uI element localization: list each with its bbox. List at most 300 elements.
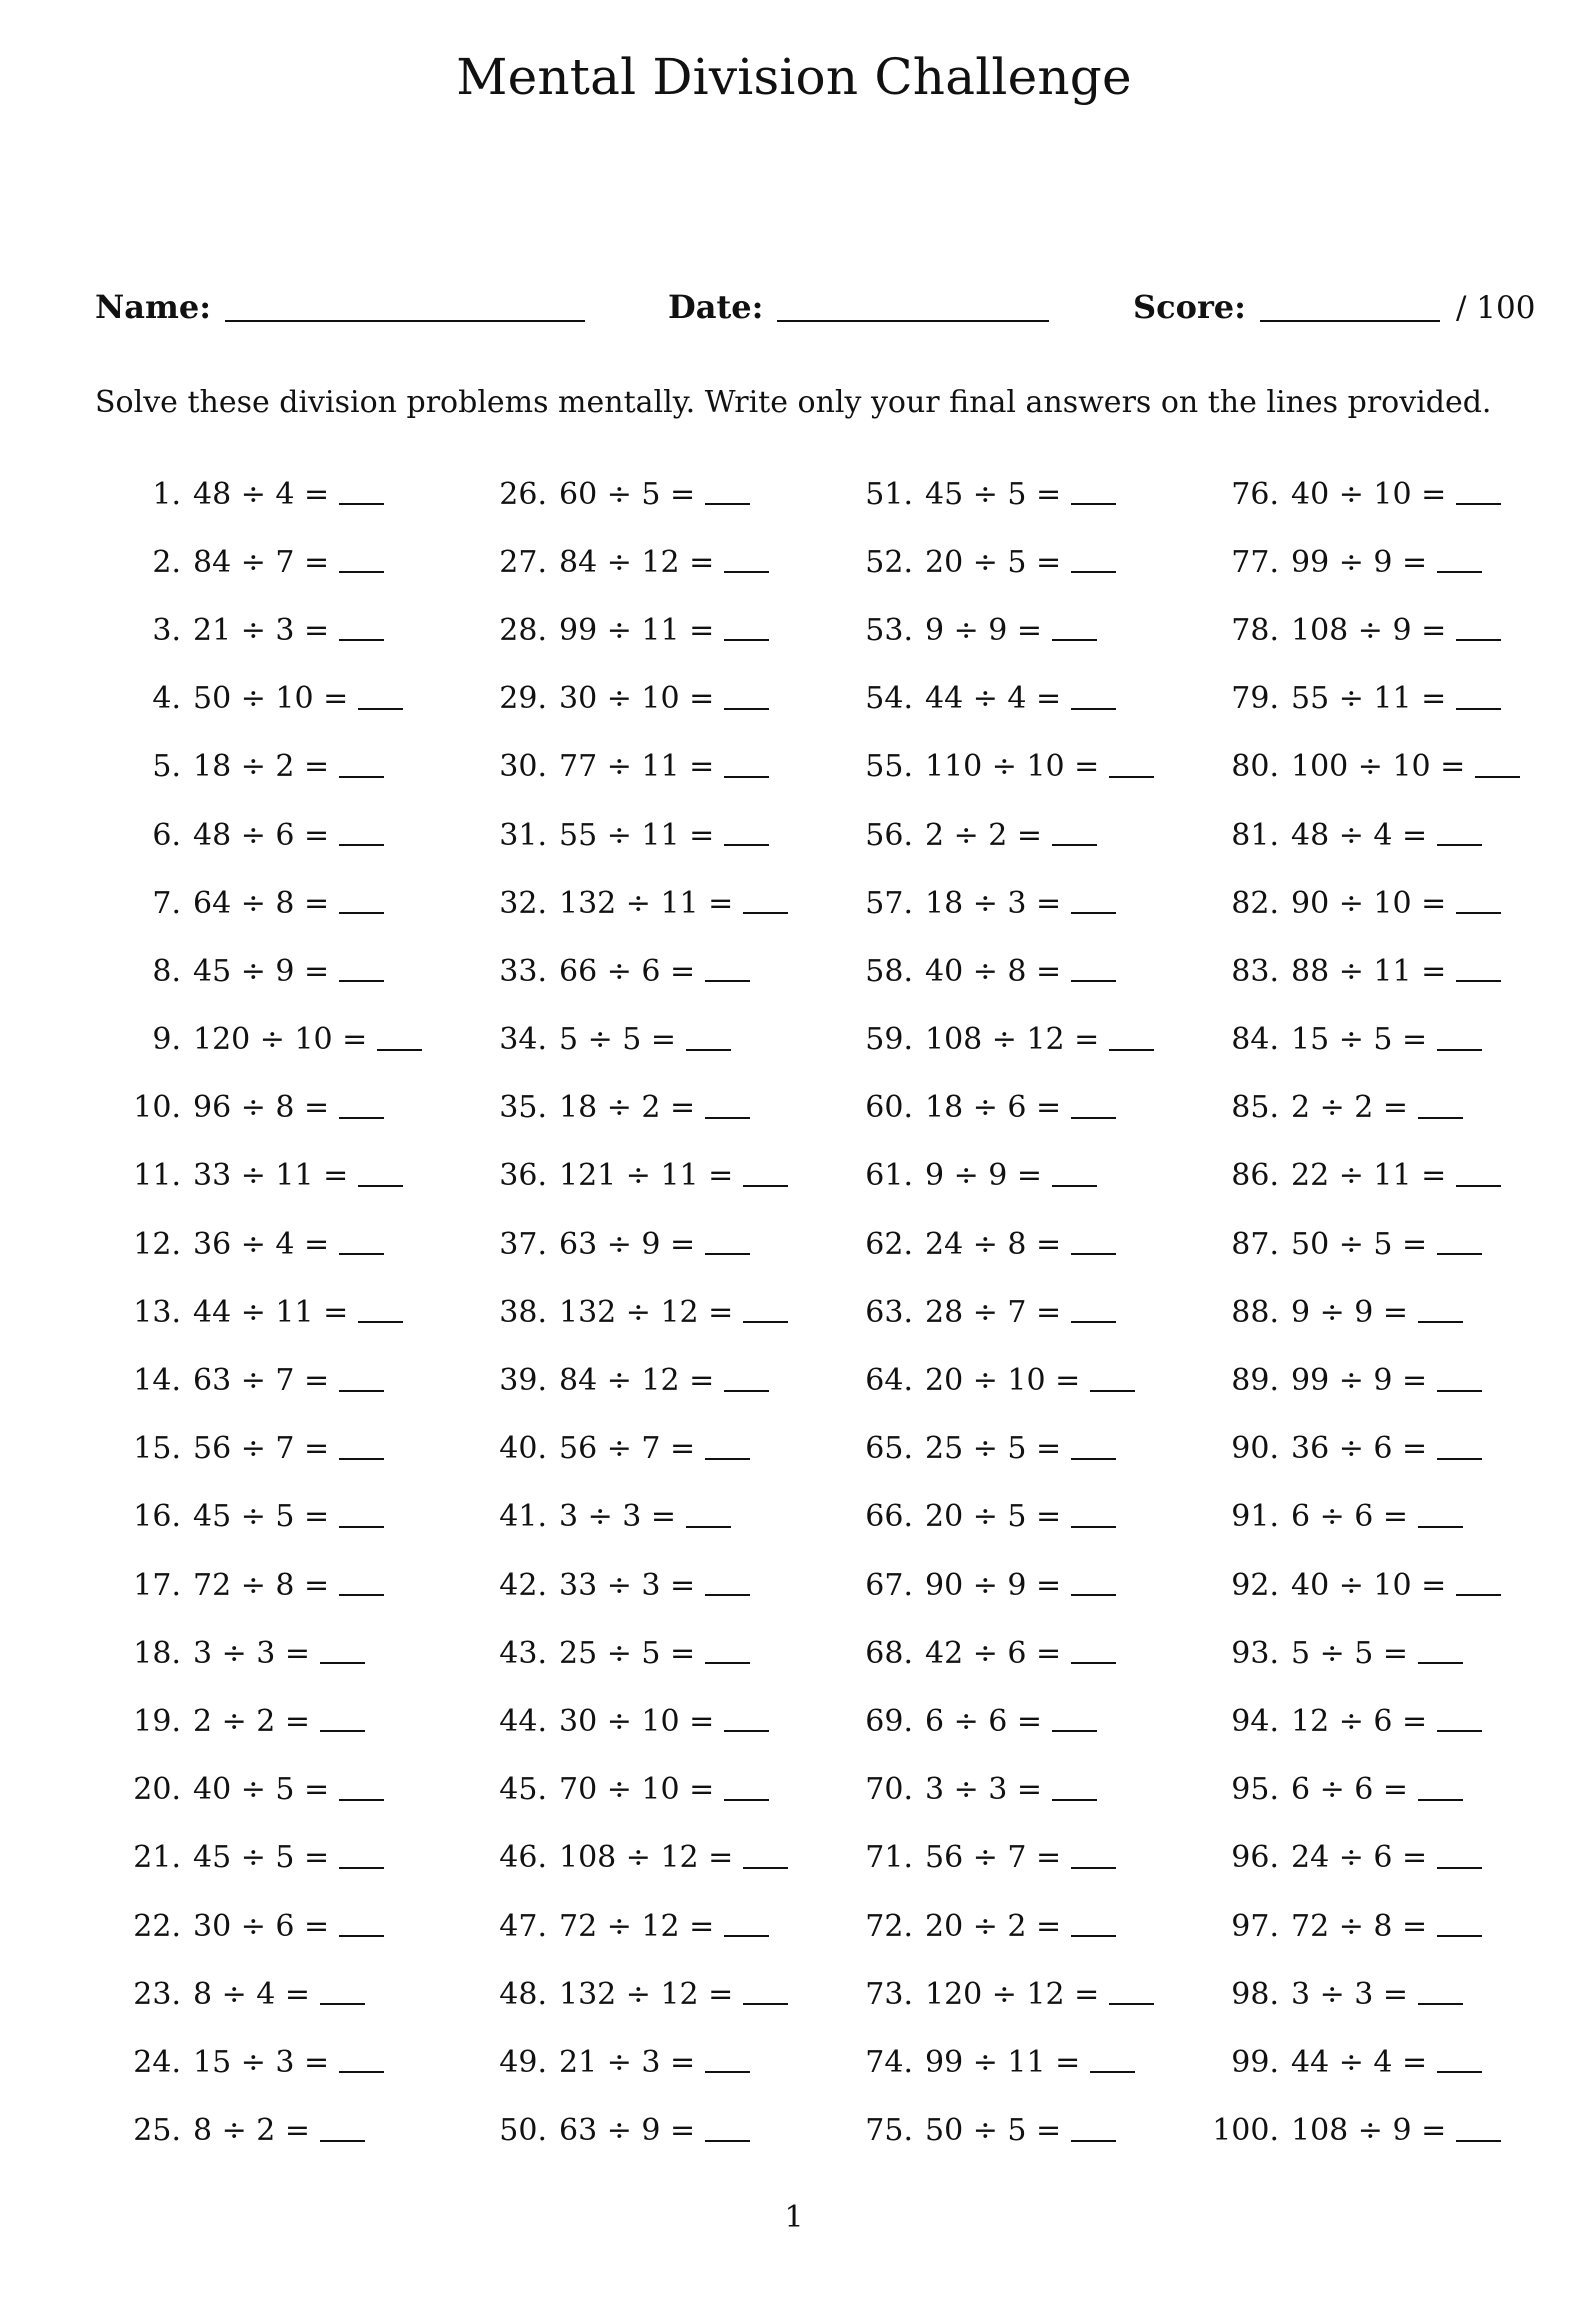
answer-blank[interactable] <box>1418 1662 1463 1664</box>
problem-number: 57. <box>865 885 913 921</box>
problem-expression: 99 ÷ 9 = <box>1291 1363 1428 1399</box>
problem-number: 54. <box>865 681 913 717</box>
problem-item <box>461 1415 827 1483</box>
problem-item <box>95 733 461 801</box>
answer-blank[interactable] <box>1052 1185 1097 1187</box>
problem-expression: 108 ÷ 9 = <box>1291 2113 1447 2149</box>
answer-blank[interactable] <box>705 1458 750 1460</box>
problem-expression: 56 ÷ 7 = <box>193 1431 330 1467</box>
problem-expression: 48 ÷ 6 = <box>193 817 330 853</box>
answer-blank[interactable] <box>1418 1526 1463 1528</box>
answer-blank[interactable] <box>743 1185 788 1187</box>
problem-number: 82. <box>1231 885 1279 921</box>
answer-blank[interactable] <box>339 980 384 982</box>
problem-item <box>827 1756 1193 1824</box>
problem-number: 6. <box>152 817 181 853</box>
problem-item <box>827 801 1193 869</box>
answer-blank[interactable] <box>1090 2071 1135 2073</box>
problem-expression: 25 ÷ 5 = <box>925 1431 1062 1467</box>
answer-blank[interactable] <box>1071 1458 1116 1460</box>
problem-expression: 108 ÷ 9 = <box>1291 612 1447 648</box>
problem-expression: 48 ÷ 4 = <box>193 476 330 512</box>
answer-blank[interactable] <box>1418 1117 1463 1119</box>
score-blank[interactable] <box>1260 320 1440 322</box>
problem-item <box>1193 1551 1559 1619</box>
score-field <box>1133 288 1535 326</box>
problem-item <box>827 2028 1193 2096</box>
answer-blank[interactable] <box>358 708 403 710</box>
problem-number: 98. <box>1231 1976 1279 2012</box>
answer-blank[interactable] <box>1456 1594 1501 1596</box>
problem-item <box>461 460 827 528</box>
problem-number: 46. <box>499 1840 547 1876</box>
problem-number: 12. <box>133 1226 181 1262</box>
answer-blank[interactable] <box>1071 503 1116 505</box>
answer-blank[interactable] <box>339 1390 384 1392</box>
problem-number: 71. <box>865 1840 913 1876</box>
problem-number: 26. <box>499 476 547 512</box>
problem-number: 49. <box>499 2044 547 2080</box>
answer-blank[interactable] <box>743 1321 788 1323</box>
problem-expression: 33 ÷ 11 = <box>193 1158 349 1194</box>
problem-number: 38. <box>499 1294 547 1330</box>
problem-expression: 3 ÷ 3 = <box>1291 1976 1409 2012</box>
problem-item <box>95 1687 461 1755</box>
problem-expression: 120 ÷ 10 = <box>193 1022 368 1058</box>
answer-blank[interactable] <box>1456 912 1501 914</box>
problem-expression: 25 ÷ 5 = <box>559 1635 696 1671</box>
answer-blank[interactable] <box>743 2003 788 2005</box>
problem-expression: 2 ÷ 2 = <box>925 817 1043 853</box>
answer-blank[interactable] <box>724 1730 769 1732</box>
problem-expression: 44 ÷ 4 = <box>925 681 1062 717</box>
problem-expression: 63 ÷ 9 = <box>559 1226 696 1262</box>
problem-expression: 3 ÷ 3 = <box>193 1635 311 1671</box>
answer-blank[interactable] <box>1456 708 1501 710</box>
problem-expression: 96 ÷ 8 = <box>193 1090 330 1126</box>
answer-blank[interactable] <box>1456 980 1501 982</box>
problem-expression: 9 ÷ 9 = <box>925 612 1043 648</box>
problem-item <box>95 1346 461 1414</box>
answer-blank[interactable] <box>1052 1730 1097 1732</box>
problem-number: 74. <box>865 2044 913 2080</box>
answer-blank[interactable] <box>339 1935 384 1937</box>
problem-expression: 3 ÷ 3 = <box>925 1772 1043 1808</box>
problem-expression: 50 ÷ 5 = <box>1291 1226 1428 1262</box>
answer-blank[interactable] <box>705 1594 750 1596</box>
problem-item <box>95 1483 461 1551</box>
problem-expression: 132 ÷ 11 = <box>559 885 734 921</box>
problem-item <box>461 1756 827 1824</box>
answer-blank[interactable] <box>339 1117 384 1119</box>
problem-number: 68. <box>865 1635 913 1671</box>
problem-expression: 21 ÷ 3 = <box>559 2044 696 2080</box>
problem-item <box>827 460 1193 528</box>
problem-number: 50. <box>499 2113 547 2149</box>
answer-blank[interactable] <box>724 1799 769 1801</box>
problem-expression: 40 ÷ 8 = <box>925 953 1062 989</box>
problem-item <box>827 1415 1193 1483</box>
problem-expression: 110 ÷ 10 = <box>925 749 1100 785</box>
problem-item <box>1193 1415 1559 1483</box>
answer-blank[interactable] <box>358 1185 403 1187</box>
answer-blank[interactable] <box>1071 912 1116 914</box>
answer-blank[interactable] <box>1071 1594 1116 1596</box>
problem-item <box>1193 1892 1559 1960</box>
answer-blank[interactable] <box>320 2003 365 2005</box>
problem-item <box>1193 1142 1559 1210</box>
problem-expression: 8 ÷ 2 = <box>193 2113 311 2149</box>
problem-expression: 12 ÷ 6 = <box>1291 1703 1428 1739</box>
problem-item <box>95 1824 461 1892</box>
problem-number: 64. <box>865 1363 913 1399</box>
answer-blank[interactable] <box>320 1662 365 1664</box>
answer-blank[interactable] <box>705 980 750 982</box>
problem-number: 24. <box>133 2044 181 2080</box>
answer-blank[interactable] <box>724 1935 769 1937</box>
problem-number: 13. <box>133 1294 181 1330</box>
problem-item <box>95 1074 461 1142</box>
answer-blank[interactable] <box>1456 503 1501 505</box>
problem-expression: 15 ÷ 3 = <box>193 2044 330 2080</box>
problem-number: 35. <box>499 1090 547 1126</box>
problem-item <box>827 1483 1193 1551</box>
answer-blank[interactable] <box>724 571 769 573</box>
problem-number: 80. <box>1231 749 1279 785</box>
problem-number: 30. <box>499 749 547 785</box>
answer-blank[interactable] <box>1437 1049 1482 1051</box>
problem-item <box>95 869 461 937</box>
problem-expression: 72 ÷ 12 = <box>559 1908 715 1944</box>
problem-number: 85. <box>1231 1090 1279 1126</box>
answer-blank[interactable] <box>1437 1390 1482 1392</box>
problem-item <box>1193 1483 1559 1551</box>
problem-number: 90. <box>1231 1431 1279 1467</box>
answer-blank[interactable] <box>705 1662 750 1664</box>
problem-number: 93. <box>1231 1635 1279 1671</box>
problem-expression: 45 ÷ 9 = <box>193 953 330 989</box>
problem-number: 42. <box>499 1567 547 1603</box>
answer-blank[interactable] <box>1109 776 1154 778</box>
problem-number: 20. <box>133 1772 181 1808</box>
problem-number: 55. <box>865 749 913 785</box>
problem-number: 77. <box>1231 544 1279 580</box>
answer-blank[interactable] <box>1109 2003 1154 2005</box>
answer-blank[interactable] <box>1052 639 1097 641</box>
problem-number: 21. <box>133 1840 181 1876</box>
problem-item <box>461 665 827 733</box>
problem-number: 19. <box>133 1703 181 1739</box>
problem-number: 29. <box>499 681 547 717</box>
answer-blank[interactable] <box>358 1321 403 1323</box>
problem-number: 44. <box>499 1703 547 1739</box>
problem-number: 7. <box>152 885 181 921</box>
answer-blank[interactable] <box>339 1526 384 1528</box>
problem-expression: 56 ÷ 7 = <box>559 1431 696 1467</box>
problem-expression: 18 ÷ 6 = <box>925 1090 1062 1126</box>
answer-blank[interactable] <box>339 1594 384 1596</box>
problem-item <box>461 801 827 869</box>
problem-expression: 3 ÷ 3 = <box>559 1499 677 1535</box>
answer-blank[interactable] <box>339 912 384 914</box>
problem-number: 25. <box>133 2113 181 2149</box>
problem-expression: 77 ÷ 11 = <box>559 749 715 785</box>
answer-blank[interactable] <box>724 639 769 641</box>
problem-expression: 24 ÷ 8 = <box>925 1226 1062 1262</box>
problem-expression: 20 ÷ 5 = <box>925 1499 1062 1535</box>
problem-expression: 45 ÷ 5 = <box>193 1840 330 1876</box>
answer-blank[interactable] <box>1090 1390 1135 1392</box>
problem-number: 83. <box>1231 953 1279 989</box>
name-blank[interactable] <box>225 320 585 322</box>
problem-item <box>1193 528 1559 596</box>
answer-blank[interactable] <box>1437 1867 1482 1869</box>
answer-blank[interactable] <box>1071 980 1116 982</box>
problem-number: 15. <box>133 1431 181 1467</box>
problem-number: 31. <box>499 817 547 853</box>
answer-blank[interactable] <box>1437 844 1482 846</box>
answer-blank[interactable] <box>1071 1935 1116 1937</box>
date-field <box>668 288 1049 326</box>
answer-blank[interactable] <box>1418 1321 1463 1323</box>
answer-blank[interactable] <box>743 912 788 914</box>
page-title: Mental Division Challenge <box>456 48 1132 106</box>
problem-item <box>95 2097 461 2165</box>
answer-blank[interactable] <box>339 1799 384 1801</box>
problem-item <box>461 1551 827 1619</box>
answer-blank[interactable] <box>377 1049 422 1051</box>
answer-blank[interactable] <box>1437 1935 1482 1937</box>
problem-item <box>461 1346 827 1414</box>
answer-blank[interactable] <box>1418 2003 1463 2005</box>
answer-blank[interactable] <box>1071 708 1116 710</box>
date-blank[interactable] <box>777 320 1049 322</box>
answer-blank[interactable] <box>1052 844 1097 846</box>
answer-blank[interactable] <box>339 571 384 573</box>
problem-expression: 44 ÷ 4 = <box>1291 2044 1428 2080</box>
problem-item <box>1193 1210 1559 1278</box>
answer-blank[interactable] <box>1071 2140 1116 2142</box>
answer-blank[interactable] <box>339 639 384 641</box>
problem-number: 45. <box>499 1772 547 1808</box>
answer-blank[interactable] <box>1475 776 1520 778</box>
problem-expression: 5 ÷ 5 = <box>559 1022 677 1058</box>
problem-item <box>827 1892 1193 1960</box>
problem-number: 70. <box>865 1772 913 1808</box>
problem-number: 66. <box>865 1499 913 1535</box>
problem-expression: 99 ÷ 11 = <box>925 2044 1081 2080</box>
problem-expression: 120 ÷ 12 = <box>925 1976 1100 2012</box>
answer-blank[interactable] <box>1437 1253 1482 1255</box>
problem-number: 94. <box>1231 1703 1279 1739</box>
problem-item <box>1193 937 1559 1005</box>
problem-item <box>95 528 461 596</box>
problem-number: 76. <box>1231 476 1279 512</box>
problem-item <box>1193 596 1559 664</box>
problem-number: 67. <box>865 1567 913 1603</box>
problem-expression: 50 ÷ 5 = <box>925 2113 1062 2149</box>
problem-expression: 64 ÷ 8 = <box>193 885 330 921</box>
problem-item <box>1193 2028 1559 2096</box>
problem-item <box>1193 460 1559 528</box>
problem-item <box>827 869 1193 937</box>
problem-expression: 40 ÷ 10 = <box>1291 1567 1447 1603</box>
problem-number: 78. <box>1231 612 1279 648</box>
problem-number: 100. <box>1212 2113 1279 2149</box>
problem-number: 86. <box>1231 1158 1279 1194</box>
problem-item <box>461 2097 827 2165</box>
problem-item <box>461 1483 827 1551</box>
answer-blank[interactable] <box>724 1390 769 1392</box>
problem-item <box>827 1142 1193 1210</box>
answer-blank[interactable] <box>743 1867 788 1869</box>
answer-blank[interactable] <box>339 2071 384 2073</box>
problem-item <box>461 937 827 1005</box>
answer-blank[interactable] <box>339 1253 384 1255</box>
problem-expression: 55 ÷ 11 = <box>1291 681 1447 717</box>
answer-blank[interactable] <box>705 2140 750 2142</box>
answer-blank[interactable] <box>1456 2140 1501 2142</box>
problem-expression: 36 ÷ 6 = <box>1291 1431 1428 1467</box>
problem-item <box>95 1551 461 1619</box>
problem-expression: 2 ÷ 2 = <box>193 1703 311 1739</box>
problem-number: 61. <box>865 1158 913 1194</box>
answer-blank[interactable] <box>686 1049 731 1051</box>
problem-item <box>95 665 461 733</box>
problem-item <box>827 733 1193 801</box>
problem-expression: 6 ÷ 6 = <box>925 1703 1043 1739</box>
problem-number: 53. <box>865 612 913 648</box>
problem-expression: 84 ÷ 12 = <box>559 1363 715 1399</box>
problem-expression: 70 ÷ 10 = <box>559 1772 715 1808</box>
problem-item <box>827 596 1193 664</box>
problem-expression: 24 ÷ 6 = <box>1291 1840 1428 1876</box>
problem-item <box>827 1619 1193 1687</box>
problem-item <box>1193 1824 1559 1892</box>
answer-blank[interactable] <box>339 776 384 778</box>
problem-number: 34. <box>499 1022 547 1058</box>
problem-item <box>1193 1960 1559 2028</box>
problem-expression: 33 ÷ 3 = <box>559 1567 696 1603</box>
answer-blank[interactable] <box>1456 1185 1501 1187</box>
problem-expression: 42 ÷ 6 = <box>925 1635 1062 1671</box>
problem-number: 39. <box>499 1363 547 1399</box>
answer-blank[interactable] <box>1437 1458 1482 1460</box>
answer-blank[interactable] <box>339 1458 384 1460</box>
problem-item <box>827 1278 1193 1346</box>
answer-blank[interactable] <box>1437 571 1482 573</box>
answer-blank[interactable] <box>705 503 750 505</box>
problem-expression: 30 ÷ 10 = <box>559 1703 715 1739</box>
answer-blank[interactable] <box>686 1526 731 1528</box>
problem-item <box>827 2097 1193 2165</box>
answer-blank[interactable] <box>705 1253 750 1255</box>
problem-item <box>1193 665 1559 733</box>
answer-blank[interactable] <box>1071 1117 1116 1119</box>
problem-number: 17. <box>133 1567 181 1603</box>
answer-blank[interactable] <box>339 503 384 505</box>
problem-number: 36. <box>499 1158 547 1194</box>
problem-expression: 45 ÷ 5 = <box>193 1499 330 1535</box>
problem-number: 62. <box>865 1226 913 1262</box>
answer-blank[interactable] <box>1437 1730 1482 1732</box>
problem-expression: 72 ÷ 8 = <box>193 1567 330 1603</box>
answer-blank[interactable] <box>724 708 769 710</box>
problem-expression: 99 ÷ 11 = <box>559 612 715 648</box>
problem-number: 43. <box>499 1635 547 1671</box>
problem-number: 18. <box>133 1635 181 1671</box>
answer-blank[interactable] <box>1071 1321 1116 1323</box>
answer-blank[interactable] <box>1418 1799 1463 1801</box>
problem-expression: 5 ÷ 5 = <box>1291 1635 1409 1671</box>
problem-number: 52. <box>865 544 913 580</box>
answer-blank[interactable] <box>1052 1799 1097 1801</box>
problem-number: 89. <box>1231 1363 1279 1399</box>
problem-number: 51. <box>865 476 913 512</box>
answer-blank[interactable] <box>724 844 769 846</box>
problem-item <box>1193 1074 1559 1142</box>
answer-blank[interactable] <box>1071 1253 1116 1255</box>
problem-item <box>461 1824 827 1892</box>
problem-item <box>1193 2097 1559 2165</box>
problem-number: 37. <box>499 1226 547 1262</box>
problem-item <box>827 665 1193 733</box>
date-label: Date: <box>668 288 764 326</box>
problem-number: 96. <box>1231 1840 1279 1876</box>
problem-expression: 6 ÷ 6 = <box>1291 1499 1409 1535</box>
problem-item <box>827 1687 1193 1755</box>
instructions: Solve these division problems mentally. Write only your final answers on the lines provided. <box>95 385 1492 420</box>
answer-blank[interactable] <box>705 2071 750 2073</box>
answer-blank[interactable] <box>320 2140 365 2142</box>
problem-item <box>95 1619 461 1687</box>
problem-item <box>827 937 1193 1005</box>
problem-number: 32. <box>499 885 547 921</box>
problem-expression: 20 ÷ 10 = <box>925 1363 1081 1399</box>
answer-blank[interactable] <box>1437 2071 1482 2073</box>
problem-number: 88. <box>1231 1294 1279 1330</box>
problem-expression: 108 ÷ 12 = <box>925 1022 1100 1058</box>
problem-item <box>95 1892 461 1960</box>
problem-item <box>461 733 827 801</box>
answer-blank[interactable] <box>705 1117 750 1119</box>
problem-number: 75. <box>865 2113 913 2149</box>
problem-expression: 63 ÷ 9 = <box>559 2113 696 2149</box>
problem-expression: 66 ÷ 6 = <box>559 953 696 989</box>
problem-number: 58. <box>865 953 913 989</box>
problem-number: 87. <box>1231 1226 1279 1262</box>
problem-expression: 28 ÷ 7 = <box>925 1294 1062 1330</box>
problem-expression: 9 ÷ 9 = <box>1291 1294 1409 1330</box>
problem-item <box>1193 801 1559 869</box>
answer-blank[interactable] <box>1071 1867 1116 1869</box>
score-total: / 100 <box>1455 290 1536 326</box>
answer-blank[interactable] <box>724 776 769 778</box>
answer-blank[interactable] <box>339 1867 384 1869</box>
answer-blank[interactable] <box>339 844 384 846</box>
answer-blank[interactable] <box>1071 1662 1116 1664</box>
answer-blank[interactable] <box>320 1730 365 1732</box>
problem-item <box>1193 869 1559 937</box>
answer-blank[interactable] <box>1071 571 1116 573</box>
problem-item <box>461 1619 827 1687</box>
answer-blank[interactable] <box>1456 639 1501 641</box>
answer-blank[interactable] <box>1109 1049 1154 1051</box>
problem-number: 14. <box>133 1363 181 1399</box>
answer-blank[interactable] <box>1071 1526 1116 1528</box>
problem-number: 47. <box>499 1908 547 1944</box>
problem-item <box>461 869 827 937</box>
